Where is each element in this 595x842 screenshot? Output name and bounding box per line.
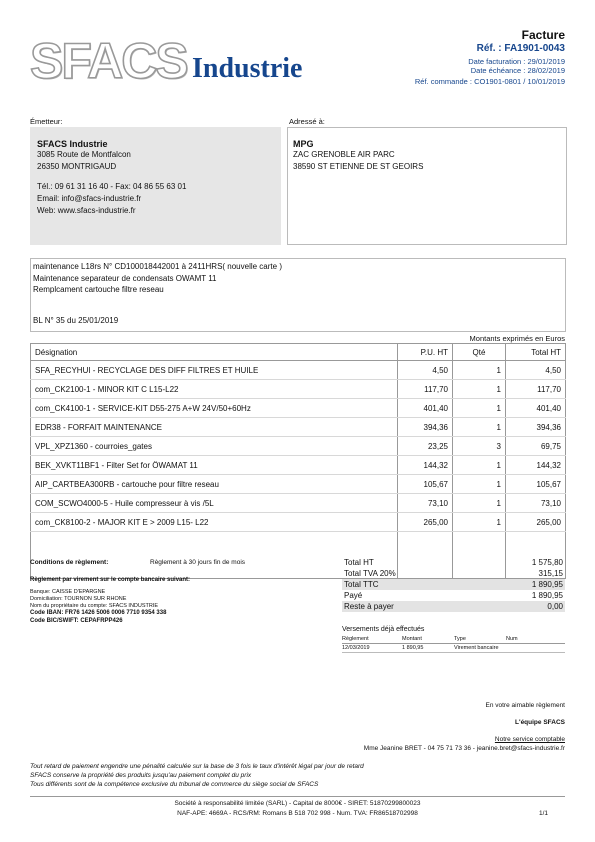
team-signature: L'équipe SFACS	[515, 719, 565, 726]
emitter-name: SFACS Industrie	[37, 139, 108, 149]
cell-designation: AIP_CARTBEA300RB - cartouche pour filtre reseau	[31, 475, 398, 494]
emitter-address-1: 3085 Route de Montfalcon	[37, 150, 131, 159]
bic: Code BIC/SWIFT: CEPAFRPP426	[30, 618, 123, 624]
totals-row	[342, 579, 565, 590]
items-body	[31, 361, 566, 579]
legal-line-2: SFACS conserve la propriété des produits jusqu'au paiement complet du prix	[30, 772, 252, 779]
cell-total: 144,32	[506, 456, 566, 475]
cell-total: 73,10	[506, 494, 566, 513]
table-header-row	[31, 344, 566, 361]
col-quantity: Qté	[453, 344, 506, 361]
table-row	[31, 494, 566, 513]
cell-designation: VPL_XPZ1360 - courroies_gates	[31, 437, 398, 456]
cell-qty: 1	[453, 456, 506, 475]
payment-row	[342, 644, 565, 653]
table-row	[31, 380, 566, 399]
totals-row	[342, 590, 565, 601]
cell-pu: 117,70	[398, 380, 453, 399]
payments-block	[342, 626, 565, 653]
emitter-label: Émetteur:	[30, 117, 63, 126]
footer-line-1: Société à responsabilité limitée (SARL) - Capital de 8000€ - SIRET: 51870299800023	[174, 800, 421, 807]
cell-designation: com_CK8100-2 - MAJOR KIT E > 2009 L15- L22	[31, 513, 398, 532]
legal-line-3: Tous différents sont de la compétence exclusive du tribunal de commerce du siège social de SFACS	[30, 781, 319, 788]
description-line-2: Maintenance separateur de condensats OWAMT 11	[33, 273, 217, 283]
recipient-name: MPG	[293, 139, 314, 149]
payment-amount: 1 890,95	[402, 645, 424, 651]
totals-row	[342, 568, 565, 579]
payments-col-date: Règlement	[342, 636, 369, 642]
totals-value: 1 575,80	[531, 558, 563, 567]
col-designation: Désignation	[31, 344, 398, 361]
cell-total: 4,50	[506, 361, 566, 380]
due-date: Date échéance : 28/02/2019	[470, 66, 565, 75]
totals-value: 315,15	[538, 569, 563, 578]
accounting-contact: Mme Jeanine BRET - 04 75 71 73 36 - jeanine.bret@sfacs-industrie.fr	[363, 745, 565, 752]
logo-suffix: Industrie	[192, 53, 303, 84]
recipient-label: Adressé à:	[289, 117, 325, 126]
cell-pu: 73,10	[398, 494, 453, 513]
cell-total: 105,67	[506, 475, 566, 494]
items-table	[30, 343, 566, 579]
invoice-reference: Réf. : FA1901-0043	[476, 43, 565, 54]
logo-brand: SFACS	[30, 33, 187, 89]
table-row	[31, 418, 566, 437]
col-unit-price: P.U. HT	[398, 344, 453, 361]
payment-date: 12/03/2019	[342, 645, 370, 651]
payments-col-num: Num	[506, 636, 518, 642]
payments-col-type: Type	[454, 636, 466, 642]
cell-total: 69,75	[506, 437, 566, 456]
cell-designation: EDR38 - FORFAIT MAINTENANCE	[31, 418, 398, 437]
totals-label: Reste à payer	[344, 602, 394, 611]
footer-divider	[30, 796, 565, 797]
col-total: Total HT	[506, 344, 566, 361]
totals-label: Total TTC	[344, 580, 379, 589]
table-row	[31, 475, 566, 494]
cell-qty: 1	[453, 380, 506, 399]
cell-qty: 1	[453, 418, 506, 437]
emitter-address-2: 26350 MONTRIGAUD	[37, 162, 117, 171]
table-row	[31, 513, 566, 532]
cell-pu: 394,36	[398, 418, 453, 437]
payment-type: Virement bancaire	[454, 645, 499, 651]
footer-line-2: NAF-APE: 4669A - RCS/RM: Romans B 518 702 998 - Num. TVA: FR86518702998	[177, 810, 418, 817]
payment-terms-value: Règlement à 30 jours fin de mois	[150, 559, 246, 566]
delivery-note: BL N° 35 du 25/01/2019	[33, 316, 119, 325]
description-block	[30, 258, 566, 332]
emitter-email: Email: info@sfacs-industrie.fr	[37, 194, 142, 203]
cell-pu: 23,25	[398, 437, 453, 456]
description-line-3: Remplcament cartouche filtre reseau	[33, 285, 164, 294]
cell-pu: 144,32	[398, 456, 453, 475]
payments-col-amount: Montant	[402, 636, 422, 642]
accounting-service: Notre service comptable	[494, 736, 565, 743]
legal-line-1: Tout retard de paiement engendre une pénalité calculée sur la base de 3 fois le taux d'intérêt légal par jour de retard	[30, 763, 364, 770]
totals-label: Payé	[344, 591, 363, 600]
description-line-1: maintenance L18rs N° CD100018442001 à 2411HRS( nouvelle carte )	[33, 262, 282, 271]
totals-block	[342, 557, 565, 612]
totals-row	[342, 601, 565, 612]
cell-total: 117,70	[506, 380, 566, 399]
cell-total: 401,40	[506, 399, 566, 418]
document-title: Facture	[521, 28, 565, 42]
totals-value: 1 890,95	[531, 591, 563, 600]
cell-qty: 1	[453, 475, 506, 494]
table-row	[31, 361, 566, 380]
totals-row	[342, 557, 565, 568]
bank-name: Banque: CAISSE D'EPARGNE	[30, 589, 106, 595]
recipient-address-1: ZAC GRENOBLE AIR PARC	[293, 150, 395, 159]
closing-text: En votre aimable règlement	[485, 702, 565, 709]
totals-value: 0,00	[547, 602, 563, 611]
table-row	[31, 456, 566, 475]
cell-designation: SFA_RECYHUI - RECYCLAGE DES DIFF FILTRES ET HUILE	[31, 361, 398, 380]
account-holder: Nom du propriétaire du compte: SFACS INDUSTRIE	[30, 603, 159, 609]
totals-label: Total HT	[344, 558, 374, 567]
cell-qty: 1	[453, 513, 506, 532]
cell-designation: com_CK4100-1 - SERVICE-KIT D55-275 A+W 24V/50+60Hz	[31, 399, 398, 418]
company-logo	[30, 33, 320, 92]
payment-terms-label: Conditions de règlement:	[30, 559, 109, 566]
table-row	[31, 399, 566, 418]
payments-header-row	[342, 635, 565, 644]
cell-pu: 265,00	[398, 513, 453, 532]
cell-designation: BEK_XVKT11BF1 - Filter Set for ÖWAMAT 11	[31, 456, 398, 475]
totals-label: Total TVA 20%	[344, 569, 396, 578]
order-reference: Réf. commande : CO1901-0801 / 10/01/2019	[414, 77, 565, 86]
amounts-note: Montants exprimés en Euros	[469, 334, 565, 343]
cell-qty: 3	[453, 437, 506, 456]
bank-domiciliation: Domiciliation: TOURNON SUR RHONE	[30, 596, 127, 602]
cell-designation: com_CK2100-1 - MINOR KIT C L15-L22	[31, 380, 398, 399]
invoice-date: Date facturation : 29/01/2019	[468, 57, 565, 66]
cell-qty: 1	[453, 399, 506, 418]
recipient-address-2: 38590 ST ETIENNE DE ST GEOIRS	[293, 162, 424, 171]
iban: Code IBAN: FR76 1426 5006 0006 7710 9354 338	[30, 610, 167, 616]
cell-pu: 401,40	[398, 399, 453, 418]
totals-value: 1 890,95	[531, 580, 563, 589]
cell-pu: 4,50	[398, 361, 453, 380]
cell-pu: 105,67	[398, 475, 453, 494]
cell-total: 394,36	[506, 418, 566, 437]
recipient-block	[287, 127, 567, 245]
emitter-block	[30, 127, 281, 245]
emitter-web: Web: www.sfacs-industrie.fr	[37, 206, 136, 215]
bank-transfer-title: Règlement par virement sur le compte bancaire suivant:	[30, 577, 191, 583]
page-number: 1/1	[538, 810, 548, 817]
cell-designation: COM_SCWO4000-5 - Huile compresseur à vis /5L	[31, 494, 398, 513]
cell-qty: 1	[453, 494, 506, 513]
cell-qty: 1	[453, 361, 506, 380]
emitter-phone: Tél.: 09 61 31 16 40 - Fax: 04 86 55 63 01	[37, 182, 187, 191]
payments-title: Versements déjà effectués	[342, 626, 425, 633]
table-row	[31, 437, 566, 456]
cell-total: 265,00	[506, 513, 566, 532]
